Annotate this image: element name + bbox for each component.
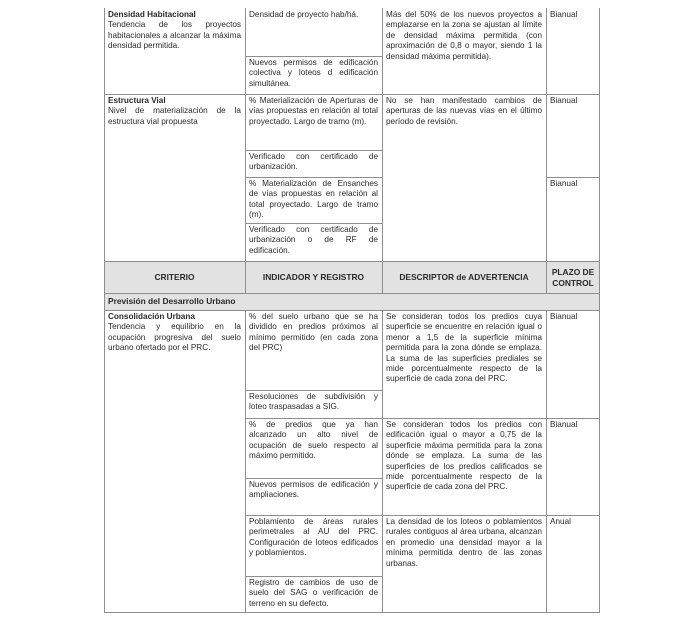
- consolidacion-indicator-1: % del suelo urbano que se ha dividido en predios próximos al mínimo permitido (en cada zona del PRC): [249, 312, 378, 353]
- grid-line: [546, 177, 600, 178]
- vial-plazo-2: Bianual: [550, 179, 578, 188]
- grid-line: [104, 261, 600, 262]
- vial-plazo-1: Bianual: [550, 96, 578, 105]
- consolidacion-indicator-3: % de predios que ya han alcanzado un alto nivel de ocupación de suelo respecto al máximo permitido.: [249, 420, 378, 461]
- vial-indicator-2: Verificado con certificado de urbanización.: [249, 152, 378, 172]
- densidad-criterio-desc: Tendencia de los proyectos habitacionales a alcanzar la máxima densidad permitida.: [108, 20, 241, 51]
- vial-criterio-title: Estructura Vial: [108, 96, 166, 105]
- consolidacion-criterio-title: Consolidación Urbana: [108, 312, 195, 321]
- section-title: Previsión del Desarrollo Urbano: [108, 296, 236, 306]
- consolidacion-indicator-5: Poblamiento de áreas rurales perimetrales al AU del PRC. Configuración de loteos edificados y poblamientos.: [249, 517, 378, 558]
- grid-line: [245, 418, 600, 419]
- grid-line: [104, 293, 600, 294]
- consolidacion-descriptor-3: La densidad de los loteos o poblamientos rurales contiguos al área urbana, alcanzan en promedio una densidad mayor a la mínima permitida dentro de las zonas urbanas.: [386, 517, 542, 568]
- grid-line: [546, 310, 547, 613]
- grid-line: [245, 390, 382, 391]
- vial-criterio-desc: Nivel de materialización de la estructura vial propuesta: [108, 106, 241, 126]
- consolidacion-indicator-4: Nuevos permisos de edificación y ampliaciones.: [249, 480, 378, 500]
- densidad-descriptor: Más del 50% de los nuevos proyectos a emplazarse en la zona se ajustan al límite de densidad máxima permitida (con aproximación de 0,8 o mayor, siendo 1 la densidad máxima permitida).: [386, 10, 542, 61]
- grid-line: [104, 94, 600, 95]
- grid-line: [245, 223, 382, 224]
- densidad-plazo: Bianual: [550, 10, 578, 19]
- grid-line: [245, 478, 382, 479]
- vial-indicator-1: % Materialización de Aperturas de vías propuestas en relación al total proyectado. Largo de tramo (m).: [249, 96, 378, 126]
- consolidacion-descriptor-1: Se consideran todos los predios cuya superficie se encuentre en relación igual o menor a 1,5 de la superficie mínima permitida para la zona dónde se emplaza. La suma de las superficies prediales se mide porcentualmente respecto de la superficie de cada zona del PRC.: [386, 312, 542, 384]
- grid-line: [245, 56, 382, 57]
- consolidacion-indicator-2: Resoluciones de subdivisión y loteo traspasadas a SIG.: [249, 392, 378, 412]
- densidad-criterio-cell: [104, 8, 245, 94]
- header-plazo: PLAZO DE CONTROL: [551, 267, 595, 288]
- consolidacion-criterio-cell: [104, 310, 245, 613]
- consolidacion-criterio-desc: Tendencia y equilibrio en la ocupación progresiva del suelo urbano ofertado por el PRC.: [108, 322, 241, 353]
- grid-line: [382, 310, 383, 613]
- densidad-indicator-2: Nuevos permisos de edificación colectiva y loteos d edificación simultánea.: [249, 58, 378, 88]
- consolidacion-plazo-1: Bianual: [550, 312, 578, 321]
- vial-indicator-4: Verificado con certificado de urbanización o de RF de edificación.: [249, 225, 378, 255]
- grid-line: [104, 310, 600, 311]
- consolidacion-plazo-2: Bianual: [550, 420, 578, 429]
- consolidacion-plazo-3: Anual: [550, 517, 571, 526]
- densidad-criterio-title: Densidad Habitacional: [108, 10, 196, 19]
- grid-line: [546, 8, 547, 293]
- consolidacion-descriptor-2: Se consideran todos los predios con edificación igual o mayor a 0,75 de la superficie máxima permitida para la zona dónde se emplaza. La suma de las superficies de los predios calificados se mide porcentualmente respecto de la superficie de cada zona del PRC.: [386, 420, 542, 492]
- consolidacion-indicator-6: Registro de cambios de uso de suelo del SAG o verificación de terreno en su defecto.: [249, 578, 378, 608]
- grid-line: [245, 515, 600, 516]
- grid-line: [245, 150, 382, 151]
- vial-criterio-cell: [104, 94, 245, 261]
- header-criterio: CRITERIO: [154, 272, 195, 283]
- header-descriptor: DESCRIPTOR de ADVERTENCIA: [399, 272, 529, 283]
- grid-line: [104, 612, 600, 613]
- densidad-indicator-1: Densidad de proyecto hab/há.: [249, 10, 359, 19]
- header-indicador: INDICADOR Y REGISTRO: [262, 272, 365, 283]
- grid-line: [245, 177, 382, 178]
- grid-line: [245, 310, 246, 613]
- vial-descriptor: No se han manifestado cambios de aperturas de las nuevas vías en el último período de revisión.: [386, 96, 542, 126]
- vial-indicator-3: % Materialización de Ensanches de vías propuestas en relación al total proyectado. Largo de tramo (m).: [249, 179, 378, 220]
- grid-line: [245, 576, 382, 577]
- grid-line: [382, 8, 383, 293]
